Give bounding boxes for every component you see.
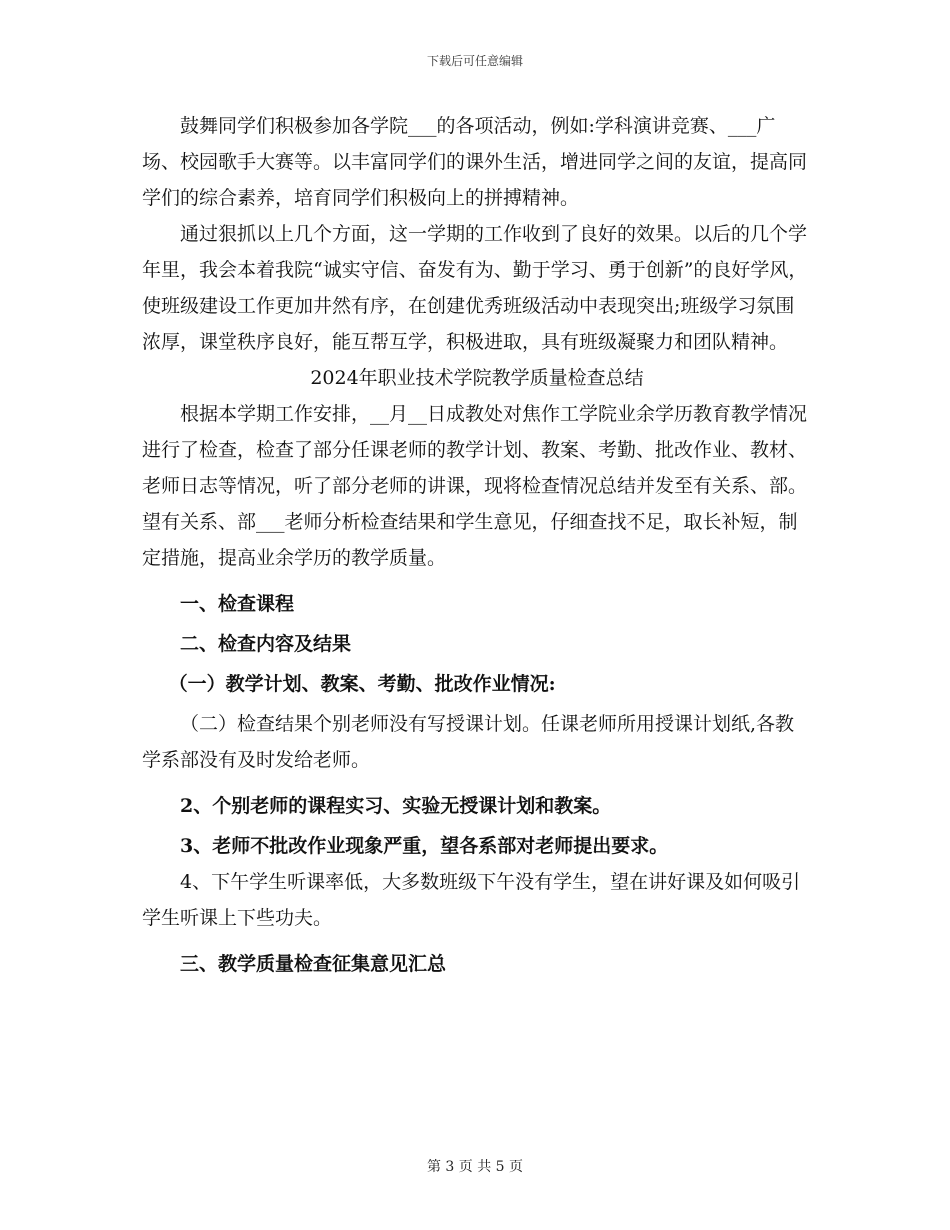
heading-practice-plan: 2、个别老师的课程实习、实验无授课计划和教案。 [180, 795, 612, 817]
heading-homework: 3、老师不批改作业现象严重，望各系部对老师提出要求。 [180, 835, 669, 857]
heading-teaching-plan: （一）教学计划、教案、考勤、批改作业情况: [168, 673, 556, 695]
page-header-note: 下载后可任意编辑 [426, 54, 523, 68]
paragraph-activities: 鼓舞同学们积极参加各学院___的各项活动，例如:学科演讲竞赛、___广场、校园歌手大赛等。以丰富同学们的课外生活，增进同学之间的友谊，提高同学们的综合素养，培育同学们积极向上的拼搏精神。 [142, 115, 808, 209]
heading-check-content: 二、检查内容及结果 [180, 633, 352, 655]
page-number: 第 3 页 共 5 页 [426, 1159, 524, 1175]
document-body [142, 108, 812, 982]
paragraph-check-result: （二）检查结果个别老师没有写授课计划。任课老师所用授课计划纸,各教学系部没有及时发给老师。 [142, 713, 795, 771]
section-title: 2024年职业技术学院教学质量检查总结 [310, 367, 644, 389]
paragraph-intro: 根据本学期工作安排，__月__日成教处对焦作工学院业余学历教育教学情况进行了检查，检查了部分任课老师的教学计划、教案、考勤、批改作业、教材、老师日志等情况，听了部分老师的讲课，现将检查情况总结并发至有关系、部。望有关系、部___老师分析检查结果和学生意见，仔细查找不足，取长补短，制定措施，提高业余学历的教学质量。 [142, 403, 808, 569]
heading-feedback-summary: 三、教学质量检查征集意见汇总 [180, 953, 447, 975]
paragraph-attendance: 4、下午学生听课率低，大多数班级下午没有学生，望在讲好课及如何吸引学生听课上下些功夫。 [142, 871, 801, 929]
paragraph-summary: 通过狠抓以上几个方面，这一学期的工作收到了良好的效果。以后的几个学年里，我会本着我院“诚实守信、奋发有为、勤于学习、勇于创新”的良好学风，使班级建设工作更加井然有序，在创建优秀班级活动中表现突出;班级学习氛围浓厚，课堂秩序良好，能互帮互学，积极进取，具有班级凝聚力和团队精神。 [142, 223, 808, 353]
heading-check-courses: 一、检查课程 [180, 593, 295, 615]
